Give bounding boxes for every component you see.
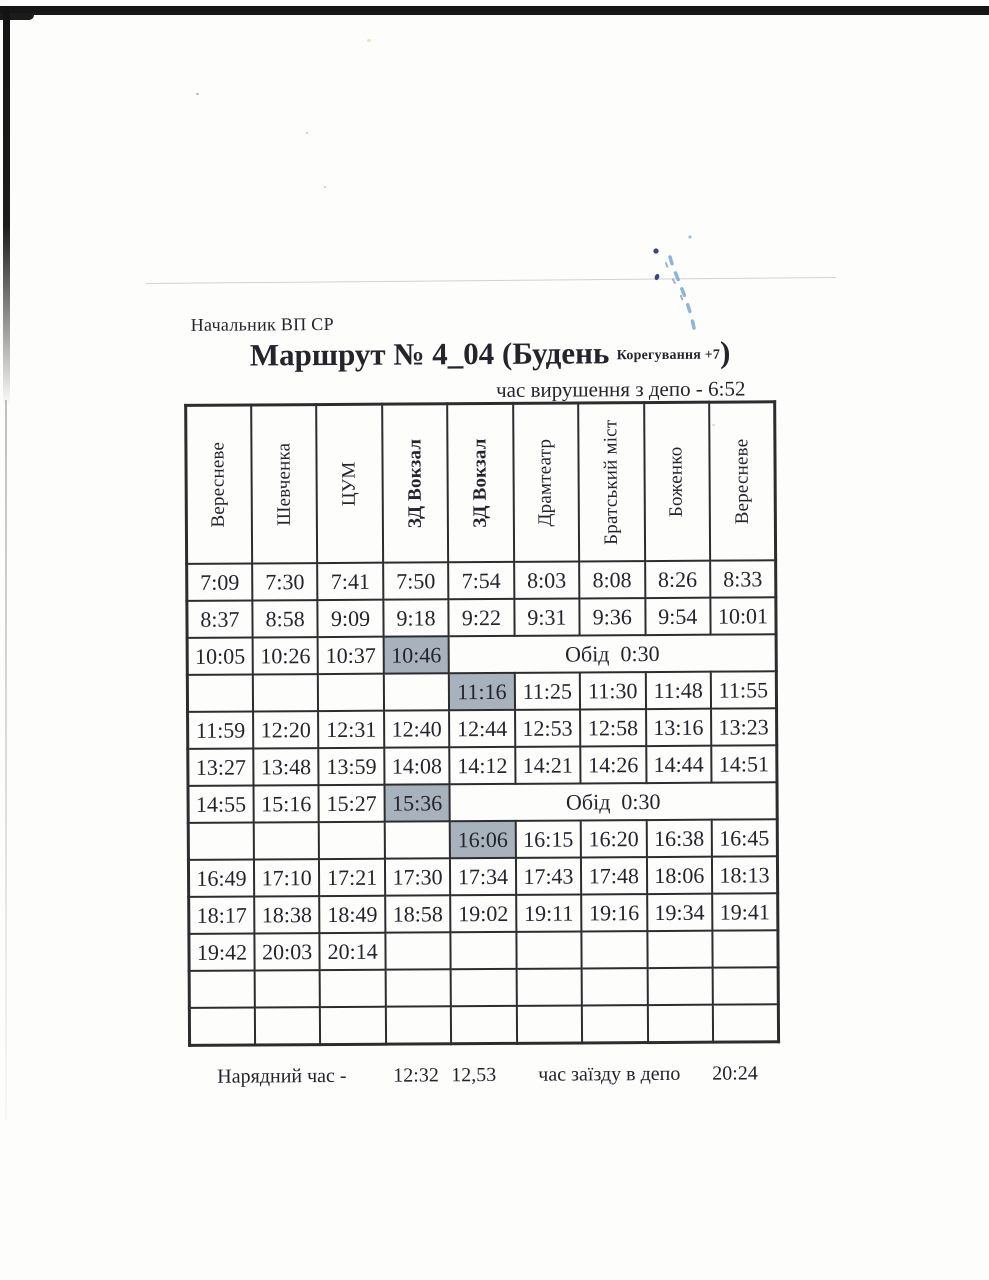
empty-cell [255, 970, 321, 1007]
stop-name-vertical: Вересневе [730, 438, 753, 525]
shift-time-value-1: 12:32 [393, 1064, 439, 1087]
time-cell: 9:22 [449, 599, 515, 636]
time-cell: 17:34 [450, 858, 516, 895]
time-cell: 11:30 [580, 672, 646, 709]
time-cell: 11:25 [514, 672, 580, 709]
time-cell: 19:02 [450, 895, 516, 932]
time-cell: 11:59 [188, 711, 254, 748]
empty-cell [582, 968, 648, 1005]
time-cell: 14:55 [188, 785, 254, 822]
empty-cell [582, 931, 648, 968]
time-cell: 10:26 [253, 637, 319, 674]
highlighted-time-cell: 15:36 [384, 784, 450, 821]
time-cell: 12:40 [384, 710, 450, 747]
time-cell: 12:31 [318, 711, 384, 748]
time-cell: 18:13 [712, 856, 778, 893]
time-cell: 14:12 [450, 747, 516, 784]
time-cell: 15:27 [319, 785, 385, 822]
time-cell: 7:09 [187, 563, 253, 600]
empty-cell [451, 1006, 517, 1044]
time-cell: 13:59 [319, 748, 385, 785]
time-cell: 10:05 [187, 637, 253, 674]
empty-cell [713, 1004, 779, 1042]
time-cell: 12:44 [449, 710, 515, 747]
timetable-row [188, 782, 777, 823]
time-cell: 14:44 [646, 746, 712, 783]
lunch-break-cell: Обід 0:30 [449, 634, 776, 673]
column-header-7 [578, 403, 644, 562]
timetable-body [187, 560, 779, 1045]
time-cell: 17:21 [319, 859, 385, 896]
time-cell: 20:14 [320, 933, 386, 970]
empty-cell [319, 822, 385, 859]
timetable-row [188, 819, 777, 860]
empty-cell [647, 931, 713, 968]
time-cell: 10:01 [710, 597, 776, 634]
stop-name-vertical: Вересневе [207, 441, 230, 528]
empty-cell [187, 674, 253, 711]
empty-cell [189, 1007, 255, 1045]
empty-cell [451, 969, 517, 1006]
timetable-row [189, 967, 778, 1008]
timetable-row [189, 893, 778, 934]
route-title-close: ) [719, 334, 731, 370]
time-cell: 14:51 [711, 745, 777, 782]
timetable-row [187, 634, 776, 675]
empty-cell [647, 968, 713, 1005]
time-cell: 11:55 [711, 671, 777, 708]
stop-name-vertical: ЗД Вокзал [403, 438, 426, 529]
time-cell: 16:38 [646, 820, 712, 857]
time-cell: 16:20 [581, 820, 647, 857]
empty-cell [385, 821, 451, 858]
stop-name-vertical: Братський міст [600, 419, 622, 545]
route-title [250, 335, 731, 374]
time-cell: 19:11 [516, 894, 582, 931]
empty-cell [582, 1005, 648, 1043]
empty-cell [516, 968, 582, 1005]
time-cell: 13:48 [253, 748, 319, 785]
time-cell: 13:16 [646, 709, 712, 746]
time-cell: 18:06 [647, 857, 713, 894]
depot-return-value: 20:24 [712, 1062, 758, 1085]
empty-cell [385, 932, 451, 969]
time-cell: 14:26 [580, 746, 646, 783]
timetable-row [189, 930, 778, 971]
time-cell: 14:08 [384, 747, 450, 784]
time-cell: 10:37 [318, 637, 384, 674]
empty-cell [320, 970, 386, 1007]
empty-cell [188, 822, 254, 859]
time-cell: 17:30 [385, 858, 451, 895]
time-cell: 20:03 [254, 933, 320, 970]
time-cell: 12:58 [580, 709, 646, 746]
time-cell: 9:36 [579, 598, 645, 635]
time-cell: 17:43 [516, 857, 582, 894]
highlighted-time-cell: 11:16 [449, 673, 515, 710]
time-cell: 18:38 [254, 896, 320, 933]
depot-return-label: час заїзду в депо [538, 1062, 681, 1086]
empty-cell [386, 1006, 452, 1044]
empty-cell [253, 674, 319, 711]
column-header-5 [447, 403, 513, 562]
time-cell: 16:15 [515, 820, 581, 857]
empty-cell [647, 1005, 713, 1043]
time-cell: 17:10 [254, 859, 320, 896]
highlighted-time-cell: 10:46 [383, 636, 449, 673]
time-cell: 8:37 [187, 600, 253, 637]
empty-cell [516, 931, 582, 968]
stop-name-vertical: ЗД Вокзал [469, 438, 491, 528]
time-cell: 12:53 [515, 709, 581, 746]
empty-cell [318, 674, 384, 711]
time-cell: 9:31 [514, 598, 580, 635]
timetable-row [188, 745, 777, 786]
shift-time-value-2: 12,53 [451, 1063, 497, 1087]
route-title-correction: Корегування +7 [616, 347, 721, 364]
time-cell: 19:42 [189, 933, 255, 970]
timetable-header [186, 402, 776, 564]
empty-cell [385, 969, 451, 1006]
time-cell: 9:54 [645, 598, 711, 635]
time-cell: 8:58 [252, 600, 318, 637]
timetable-row [187, 560, 776, 601]
time-cell: 7:41 [318, 563, 384, 600]
stop-name-vertical: Боженко [665, 446, 688, 518]
time-cell: 7:30 [252, 563, 318, 600]
time-cell: 18:49 [320, 896, 386, 933]
time-cell: 9:09 [318, 600, 384, 637]
time-cell: 15:16 [253, 785, 319, 822]
empty-cell [712, 930, 778, 967]
time-cell: 7:54 [448, 562, 514, 599]
time-cell: 16:45 [712, 819, 778, 856]
time-cell: 9:18 [383, 599, 449, 636]
time-cell: 7:50 [383, 562, 449, 599]
column-header-2 [251, 405, 317, 564]
column-header-3 [317, 404, 383, 563]
time-cell: 12:20 [253, 711, 319, 748]
empty-cell [189, 970, 255, 1007]
empty-cell [254, 822, 320, 859]
stop-name-vertical: ЦУМ [338, 461, 360, 507]
shift-time-label: Нарядний час - [217, 1064, 347, 1088]
lunch-break-cell: Обід 0:30 [450, 782, 777, 821]
time-cell: 8:03 [514, 561, 580, 598]
time-cell: 13:27 [188, 748, 254, 785]
column-header-4 [382, 404, 448, 563]
time-cell: 16:49 [188, 859, 254, 896]
column-header-1 [186, 405, 252, 564]
footer-line [2, 1061, 989, 1097]
time-cell: 19:34 [647, 894, 713, 931]
timetable-row [188, 708, 777, 749]
timetable [184, 400, 780, 1047]
empty-cell [517, 1005, 583, 1043]
column-header-6 [513, 403, 579, 562]
timetable-row [187, 597, 776, 638]
column-header-8 [644, 402, 710, 561]
empty-cell [384, 673, 450, 710]
time-cell: 14:21 [515, 746, 581, 783]
highlighted-time-cell: 16:06 [450, 821, 516, 858]
stops-header-row [186, 402, 776, 564]
time-cell: 8:33 [710, 560, 776, 597]
empty-cell [451, 932, 517, 969]
depot-departure-note: час вирушення з депо - 6:52 [496, 376, 746, 402]
time-cell: 17:48 [581, 857, 647, 894]
time-cell: 8:08 [579, 561, 645, 598]
stop-name-vertical: Шевченка [273, 442, 295, 526]
empty-cell [255, 1007, 321, 1045]
timetable-row [188, 856, 777, 897]
stop-name-vertical: Драмтеатр [534, 438, 557, 527]
empty-cell [713, 967, 779, 1004]
timetable-row [189, 1004, 778, 1045]
column-header-9 [709, 402, 775, 561]
time-cell: 13:23 [711, 708, 777, 745]
route-title-main: Маршрут № 4_04 (Будень [249, 335, 610, 373]
time-cell: 8:26 [645, 561, 711, 598]
official-label: Начальник ВП СР [190, 313, 334, 335]
time-cell: 18:17 [189, 896, 255, 933]
time-cell: 11:48 [645, 672, 711, 709]
time-cell: 19:16 [581, 894, 647, 931]
timetable-row [187, 671, 776, 712]
empty-cell [320, 1007, 386, 1045]
time-cell: 18:58 [385, 895, 451, 932]
time-cell: 19:41 [712, 893, 778, 930]
